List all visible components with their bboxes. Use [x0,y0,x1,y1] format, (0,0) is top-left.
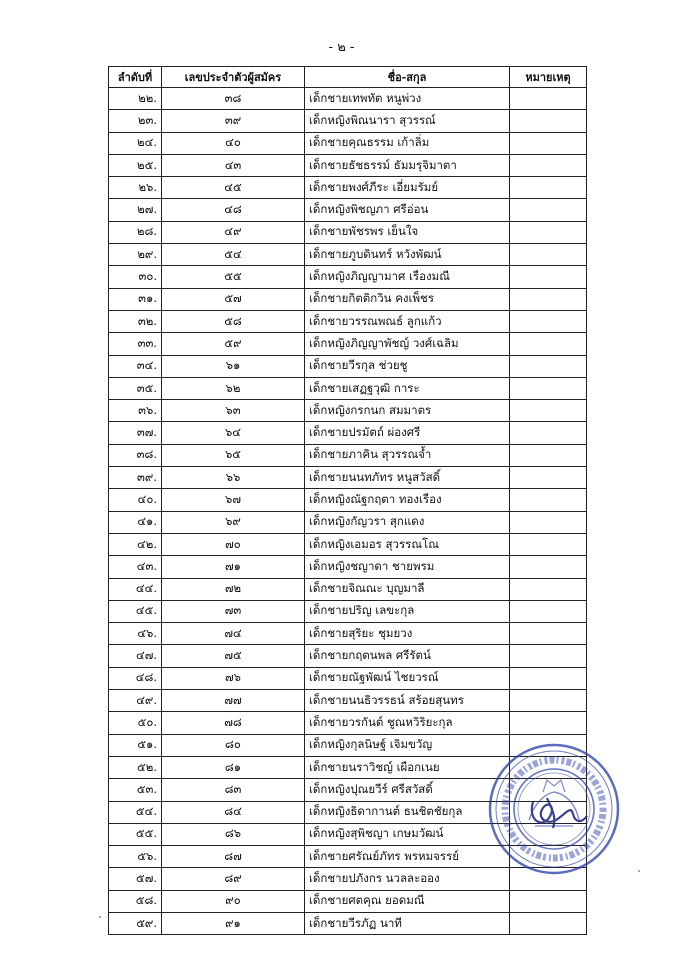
row-applicant-id: ๖๑ [162,355,305,377]
scan-speck [638,870,640,872]
row-applicant-id: ๘๗ [162,846,305,868]
row-applicant-id: ๗๑ [162,556,305,578]
row-applicant-id: ๕๔ [162,244,305,266]
row-full-name: เด็กหญิงเอมอร สุวรรณโณ [305,533,510,555]
table-row [109,199,587,221]
header-full-name: ชื่อ-สกุล [305,67,510,88]
row-sequence: ๓๗. [109,422,162,444]
row-full-name: เด็กชายภาคิน สุวรรณจ้ำ [305,444,510,466]
table-row [109,556,587,578]
row-sequence: ๒๓. [109,110,162,132]
header-remarks: หมายเหตุ [510,67,587,88]
row-sequence: ๕๑. [109,734,162,756]
row-applicant-id: ๖๙ [162,511,305,533]
row-full-name: เด็กหญิงภิญญามาศ เรืองมณี [305,266,510,288]
official-seal-stamp [487,742,621,876]
table-row [109,310,587,332]
row-sequence: ๓๓. [109,333,162,355]
table-row [109,444,587,466]
table-row [109,110,587,132]
row-sequence: ๔๙. [109,690,162,712]
row-full-name: เด็กชายพัชรพร เย็นใจ [305,221,510,243]
table-row [109,489,587,511]
row-full-name: เด็กชายศรัณย์ภัทร พรหมจรรย์ [305,846,510,868]
row-remarks [510,467,587,489]
row-remarks [510,600,587,622]
row-remarks [510,578,587,600]
row-full-name: เด็กชายศตคุณ ยอดมณี [305,890,510,912]
row-sequence: ๕๓. [109,779,162,801]
row-full-name: เด็กหญิงณัฐกฤตา ทองเรือง [305,489,510,511]
row-applicant-id: ๖๓ [162,400,305,422]
row-remarks [510,88,587,110]
table-row [109,623,587,645]
row-applicant-id: ๘๖ [162,823,305,845]
row-full-name: เด็กหญิงสุพิชญา เกษมวัฒน์ [305,823,510,845]
row-full-name: เด็กชายวรรณพณธ์ ลูกแก้ว [305,310,510,332]
row-sequence: ๔๕. [109,600,162,622]
row-sequence: ๔๑. [109,511,162,533]
row-full-name: เด็กหญิงปุณยวีร์ ศรีสวัสดิ์ [305,779,510,801]
header-sequence: ลำดับที่ [109,67,162,88]
row-full-name: เด็กหญิงชญาดา ชายพรม [305,556,510,578]
row-full-name: เด็กชายจิณณะ บุญมาลี [305,578,510,600]
row-sequence: ๒๒. [109,88,162,110]
row-sequence: ๕๖. [109,846,162,868]
row-sequence: ๕๔. [109,801,162,823]
row-sequence: ๕๙. [109,912,162,934]
row-full-name: เด็กหญิงพิณนารา สุวรรณ์ [305,110,510,132]
table-row [109,355,587,377]
row-full-name: เด็กชายกิตติกวิน คงเพ็ชร [305,288,510,310]
row-applicant-id: ๙๐ [162,890,305,912]
row-applicant-id: ๘๓ [162,779,305,801]
table-row [109,645,587,667]
row-remarks [510,422,587,444]
row-full-name: เด็กชายเทพทัต หนูพ่วง [305,88,510,110]
table-row [109,422,587,444]
table-row [109,377,587,399]
row-sequence: ๒๔. [109,132,162,154]
row-remarks [510,444,587,466]
row-full-name: เด็กชายพงศ์ภีระ เอี่ยมรัมย์ [305,177,510,199]
row-full-name: เด็กหญิงพิชญภา ศรีอ่อน [305,199,510,221]
row-remarks [510,288,587,310]
row-full-name: เด็กชายนราวิชญ์ เผือกเนย [305,756,510,778]
row-full-name: เด็กหญิงกัญวรา สุกแดง [305,511,510,533]
row-full-name: เด็กชายปริญ เลขะกุล [305,600,510,622]
row-applicant-id: ๗๔ [162,623,305,645]
row-sequence: ๕๒. [109,756,162,778]
table-row [109,533,587,555]
row-remarks [510,623,587,645]
table-row [109,88,587,110]
row-full-name: เด็กหญิงกรกนก สมมาตร [305,400,510,422]
row-sequence: ๒๙. [109,244,162,266]
row-applicant-id: ๖๕ [162,444,305,466]
row-applicant-id: ๕๘ [162,310,305,332]
table-row [109,467,587,489]
row-remarks [510,400,587,422]
table-row [109,177,587,199]
table-row [109,712,587,734]
row-applicant-id: ๕๙ [162,333,305,355]
row-sequence: ๓๘. [109,444,162,466]
scan-speck [99,916,101,918]
table-header-row [109,67,587,88]
table-row [109,400,587,422]
row-full-name: เด็กหญิงกุลนิษฐ์ เจิมขวัญ [305,734,510,756]
row-sequence: ๔๒. [109,533,162,555]
row-applicant-id: ๓๙ [162,110,305,132]
row-sequence: ๓๖. [109,400,162,422]
row-remarks [510,667,587,689]
table-row [109,578,587,600]
row-sequence: ๕๕. [109,823,162,845]
row-applicant-id: ๖๒ [162,377,305,399]
row-applicant-id: ๗๕ [162,645,305,667]
row-sequence: ๓๒. [109,310,162,332]
row-sequence: ๔๘. [109,667,162,689]
row-sequence: ๓๑. [109,288,162,310]
row-full-name: เด็กชายกฤตนพล ศรีรัตน์ [305,645,510,667]
row-applicant-id: ๔๙ [162,221,305,243]
row-full-name: เด็กชายนนทภัทร หนูสวัสดิ์ [305,467,510,489]
page-number: - ๒ - [328,40,355,55]
table-row [109,244,587,266]
table-row [109,132,587,154]
row-remarks [510,890,587,912]
table-row [109,912,587,934]
row-full-name: เด็กชายธัชธรรม์ ธัมมรุจิมาตา [305,154,510,176]
row-remarks [510,199,587,221]
row-applicant-id: ๘๑ [162,756,305,778]
table-row [109,690,587,712]
row-full-name: เด็กชายคุณธรรม เก้าลิ่ม [305,132,510,154]
row-sequence: ๕๗. [109,868,162,890]
row-remarks [510,511,587,533]
row-sequence: ๒๗. [109,199,162,221]
row-remarks [510,912,587,934]
row-applicant-id: ๗๘ [162,712,305,734]
row-sequence: ๒๖. [109,177,162,199]
row-applicant-id: ๕๗ [162,288,305,310]
row-applicant-id: ๔๓ [162,154,305,176]
row-remarks [510,177,587,199]
row-sequence: ๔๖. [109,623,162,645]
table-row [109,600,587,622]
row-sequence: ๕๘. [109,890,162,912]
row-full-name: เด็กชายนนธิวรรธน์ สร้อยสุนทร [305,690,510,712]
row-applicant-id: ๖๔ [162,422,305,444]
row-applicant-id: ๗๐ [162,533,305,555]
row-remarks [510,132,587,154]
header-applicant-id: เลขประจำตัวผู้สมัคร [162,67,305,88]
row-full-name: เด็กชายเสฏฐวุฒิ การะ [305,377,510,399]
signature-mark [532,798,587,828]
table-row [109,511,587,533]
row-full-name: เด็กชายวีรกุล ช่วยชู [305,355,510,377]
row-remarks [510,355,587,377]
row-remarks [510,333,587,355]
row-applicant-id: ๘๐ [162,734,305,756]
row-sequence: ๓๙. [109,467,162,489]
table-row [109,288,587,310]
row-remarks [510,712,587,734]
row-remarks [510,154,587,176]
row-applicant-id: ๗๗ [162,690,305,712]
row-applicant-id: ๖๖ [162,467,305,489]
row-sequence: ๓๕. [109,377,162,399]
row-applicant-id: ๘๙ [162,868,305,890]
table-row [109,667,587,689]
row-remarks [510,489,587,511]
row-full-name: เด็กชายวรกันต์ ชูณหวิริยะกุล [305,712,510,734]
row-applicant-id: ๗๖ [162,667,305,689]
row-applicant-id: ๗๒ [162,578,305,600]
row-full-name: เด็กชายปรมัตถ์ ผ่องศรี [305,422,510,444]
row-remarks [510,690,587,712]
row-sequence: ๓๔. [109,355,162,377]
row-sequence: ๒๘. [109,221,162,243]
row-sequence: ๔๗. [109,645,162,667]
table-row [109,154,587,176]
row-sequence: ๔๓. [109,556,162,578]
row-remarks [510,533,587,555]
row-remarks [510,110,587,132]
row-applicant-id: ๔๕ [162,177,305,199]
row-full-name: เด็กชายปภังกร นวลละออง [305,868,510,890]
table-row [109,221,587,243]
row-remarks [510,310,587,332]
table-row [109,333,587,355]
row-full-name: เด็กชายณัฐพัฒน์ ไชยวรณ์ [305,667,510,689]
row-applicant-id: ๙๑ [162,912,305,934]
row-applicant-id: ๕๕ [162,266,305,288]
row-full-name: เด็กชายวีรภัฏ นาที [305,912,510,934]
row-remarks [510,266,587,288]
row-full-name: เด็กชายภูบดินทร์ หวังพัฒน์ [305,244,510,266]
row-remarks [510,377,587,399]
row-full-name: เด็กหญิงธิดากานต์ ธนชิตชัยกุล [305,801,510,823]
row-remarks [510,244,587,266]
row-full-name: เด็กหญิงภิญญาพัชญ์ วงศ์เฉลิม [305,333,510,355]
row-sequence: ๒๕. [109,154,162,176]
row-applicant-id: ๘๔ [162,801,305,823]
row-sequence: ๔๔. [109,578,162,600]
row-remarks [510,556,587,578]
row-sequence: ๓๐. [109,266,162,288]
row-sequence: ๕๐. [109,712,162,734]
row-remarks [510,645,587,667]
table-row [109,890,587,912]
row-sequence: ๔๐. [109,489,162,511]
row-applicant-id: ๔๘ [162,199,305,221]
row-full-name: เด็กชายสุริยะ ชุมยวง [305,623,510,645]
table-row [109,266,587,288]
row-applicant-id: ๖๗ [162,489,305,511]
row-applicant-id: ๗๓ [162,600,305,622]
row-remarks [510,221,587,243]
row-applicant-id: ๓๘ [162,88,305,110]
row-applicant-id: ๔๐ [162,132,305,154]
